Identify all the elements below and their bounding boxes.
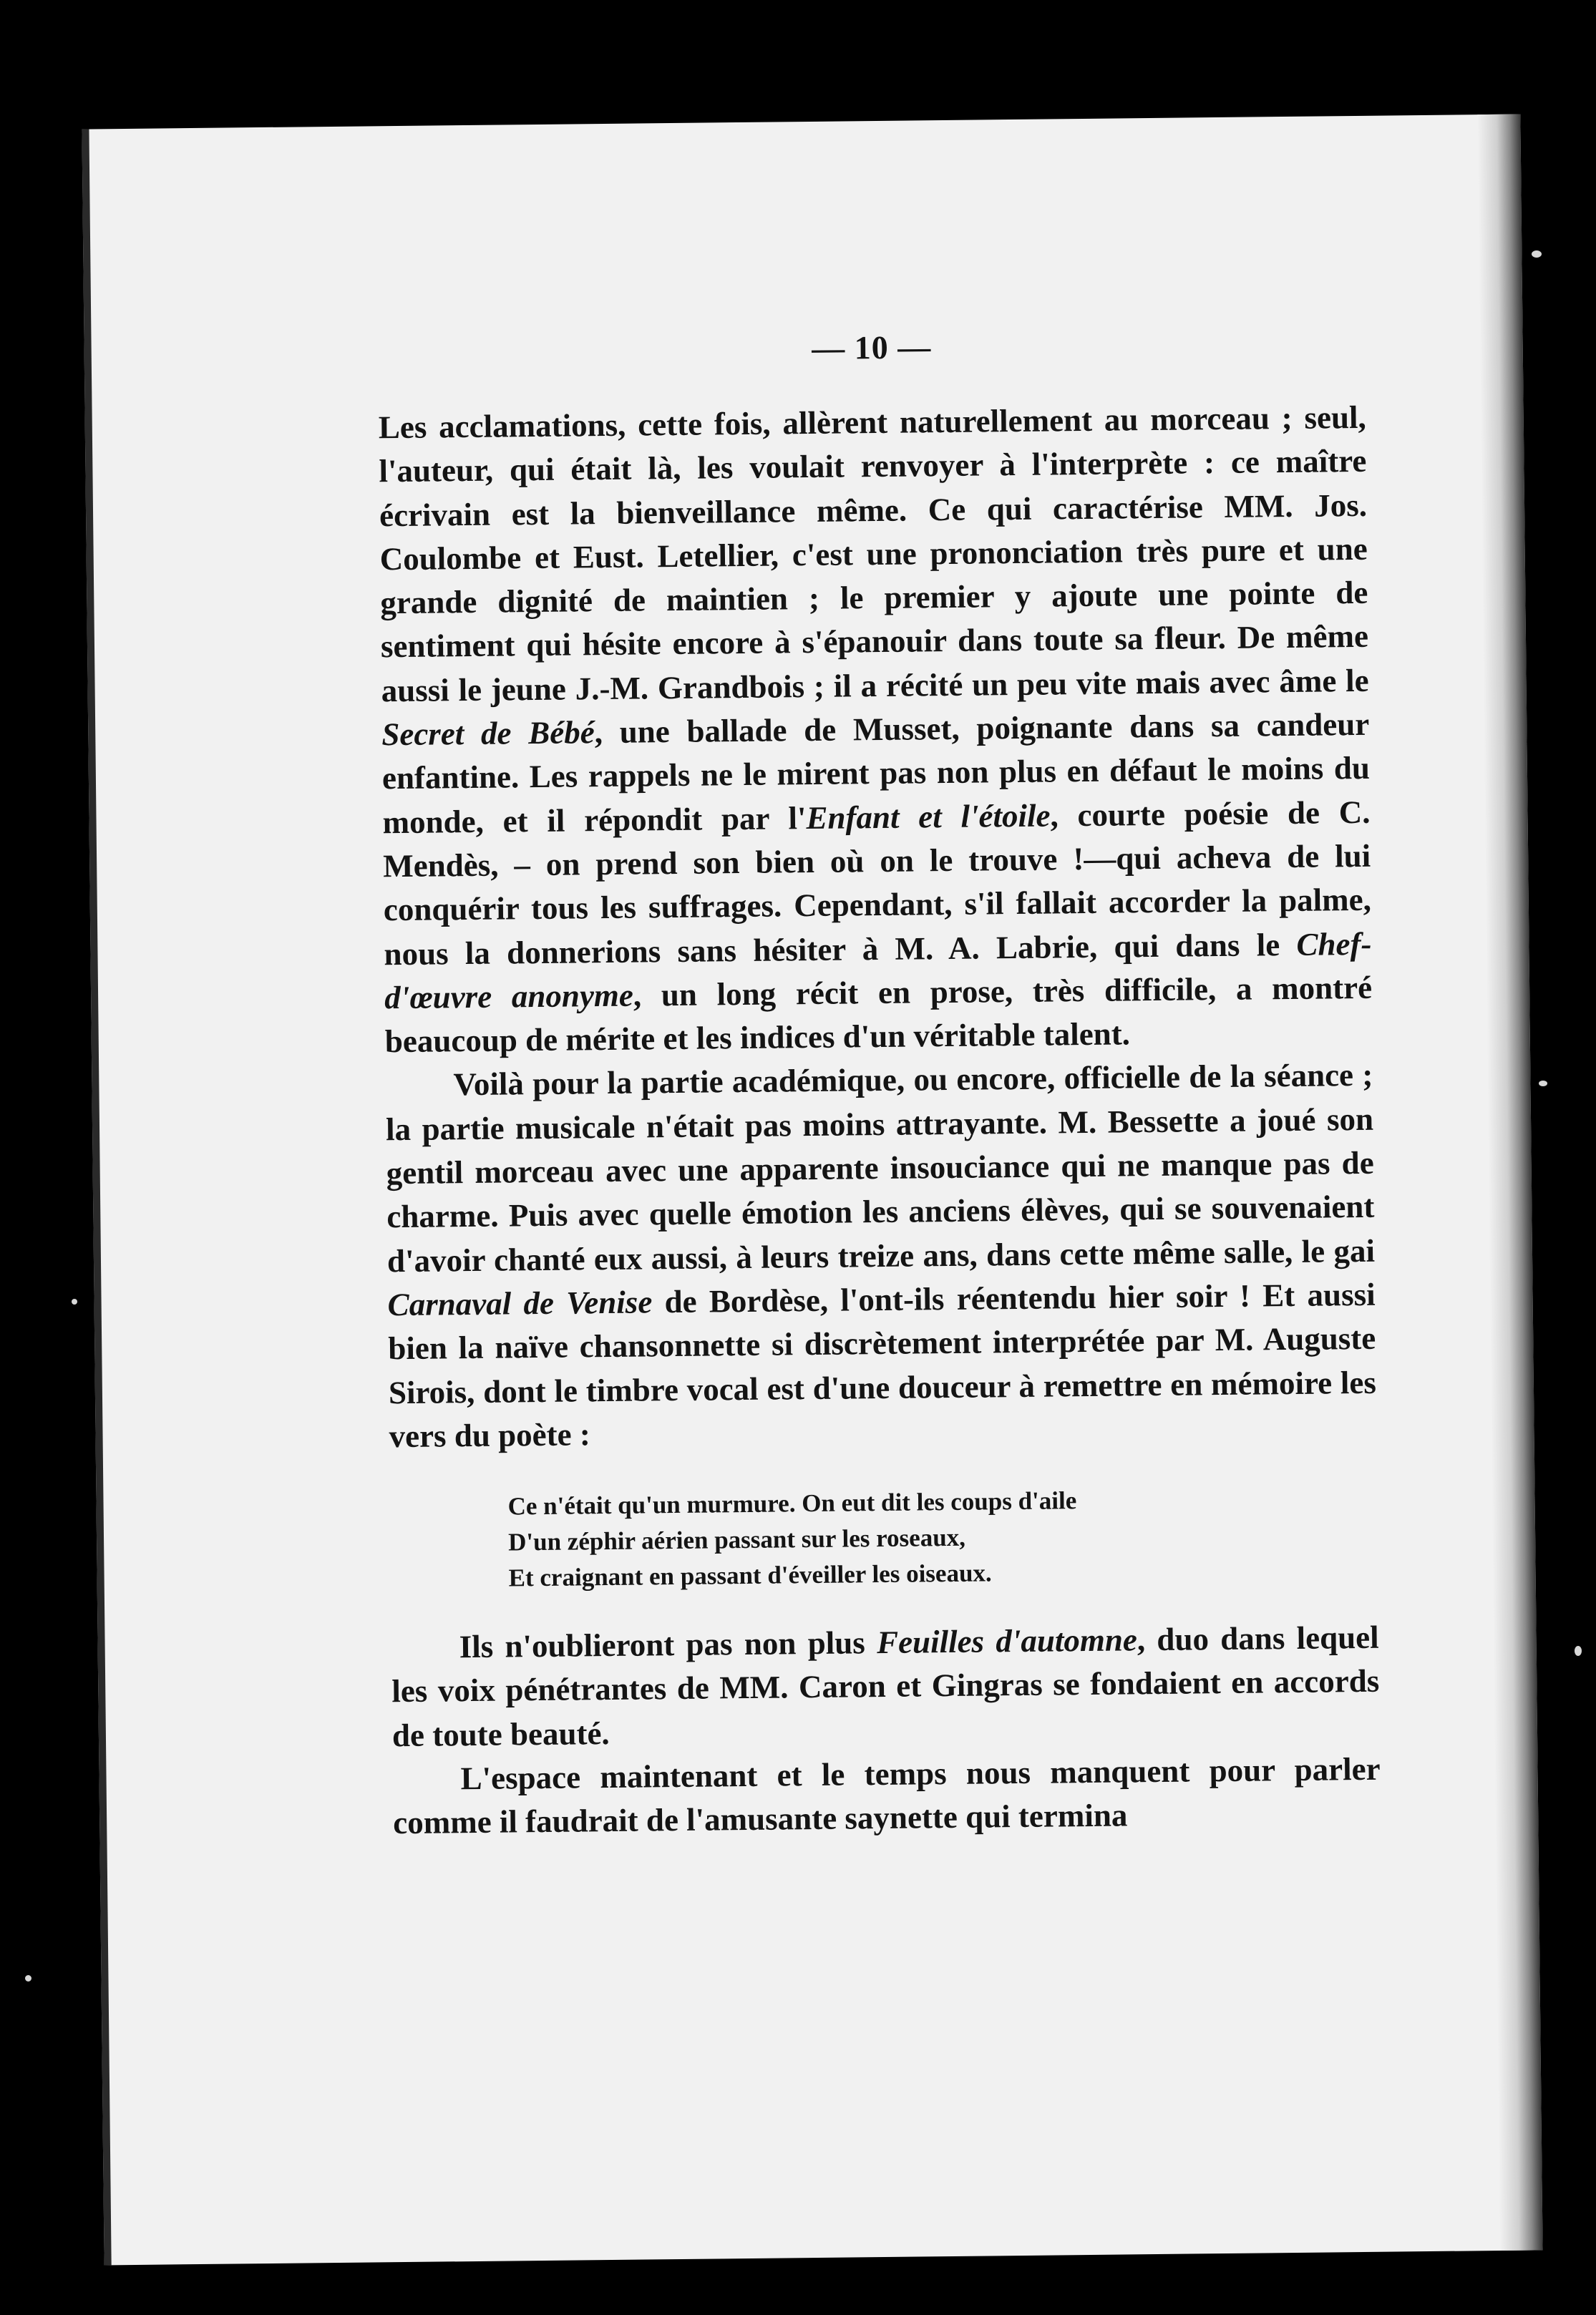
italic-title: Carnaval de Venise [387,1284,653,1323]
verse-line: D'un zéphir aérien passant sur les roseaux, [507,1523,966,1556]
italic-title: Chef-d'œuvre anonyme [384,925,1372,1016]
italic-title: Secret de Bébé [381,714,595,753]
book-page [82,114,1542,2266]
paragraph [392,1748,1381,1846]
paragraph [385,1053,1377,1458]
scan-speck [72,1299,77,1305]
text-run: , duo dans lequel les voix pénétrantes de MM. Caron et Gingras se fondaient en accords de toute beauté. [391,1619,1380,1753]
text-run: , un long récit en prose, très difficile, a montré beaucoup de mérite et les indices d'un véritable talent. [384,969,1373,1060]
text-run: de Bordèse, l'ont-ils réentendu hier soir ! Et aussi bien la naïve chansonnette si discrètement interprétée par M. Auguste Sirois, dont le timbre vocal est d'une douceur à remettre en mémoire les vers du poète : [388,1276,1377,1455]
paragraph [391,1616,1380,1758]
body-text-bottom [391,1616,1381,1846]
italic-title: Feuilles d'automne [876,1622,1138,1661]
text-run: Les acclamations, cette fois, allèrent naturellement au morceau ; seul, l'auteur, qui était là, les voulait renvoyer à l'interprète : ce maître écrivain est la bienveillance même. Ce qui caractérise MM. Jos. Coulombe et Eust. Letellier, c'est une prononciation très pure et une grande dignité de maintien ; le premier y ajoute une pointe de sentiment qui hésite encore à s'épanouir dans toute sa fleur. De même aussi le jeune J.-M. Grandbois ; il a récité un peu vite mais avec âme le [378,399,1369,709]
paragraph [378,396,1373,1064]
scan-speck [25,1975,31,1982]
scan-speck [1532,250,1542,258]
verse-line: Et craignant en passant d'éveiller les oiseaux. [508,1559,992,1592]
text-run: , une ballade de Musset, poignante dans sa candeur enfantine. Les rappels ne le mirent pas non plus en défaut le moins du monde, et il répondit par l' [381,706,1371,840]
page-edge-shadow [1477,114,1542,2251]
text-run: Ils n'oublieront pas non plus [459,1624,877,1665]
page-number: — 10 — [811,328,932,366]
body-text-top [378,396,1376,1458]
page-text [377,323,1381,1846]
verse-line: Ce n'était qu'un murmure. On eut dit les coups d'aile [507,1486,1077,1521]
text-run: , courte poésie de C. Mendès, – on prend son bien où on le trouve !—qui acheva de lui conquérir tous les suffrages. Cependant, s'il fallait accorder la palme, nous la donnerions sans hésiter à M. A. Labrie, qui dans le [382,794,1372,972]
verse-quote [507,1480,1378,1597]
italic-title: Enfant et l'étoile [806,797,1051,836]
scan-speck [1575,1646,1582,1656]
scan-speck [1539,1081,1547,1086]
text-run: Voilà pour la partie académique, ou encore, officielle de la séance ; la partie musicale n'était pas moins attrayante. M. Bessette a joué son gentil morceau avec une apparente insouciance qui ne manque pas de charme. Puis avec quelle émotion les anciens élèves, qui se souvenaient d'avoir chanté eux aussi, à leurs treize ans, dans cette même salle, le gai [385,1057,1376,1279]
text-run: L'espace maintenant et le temps nous manquent pour parler comme il faudrait de l'amusante saynette qui termina [392,1750,1381,1841]
